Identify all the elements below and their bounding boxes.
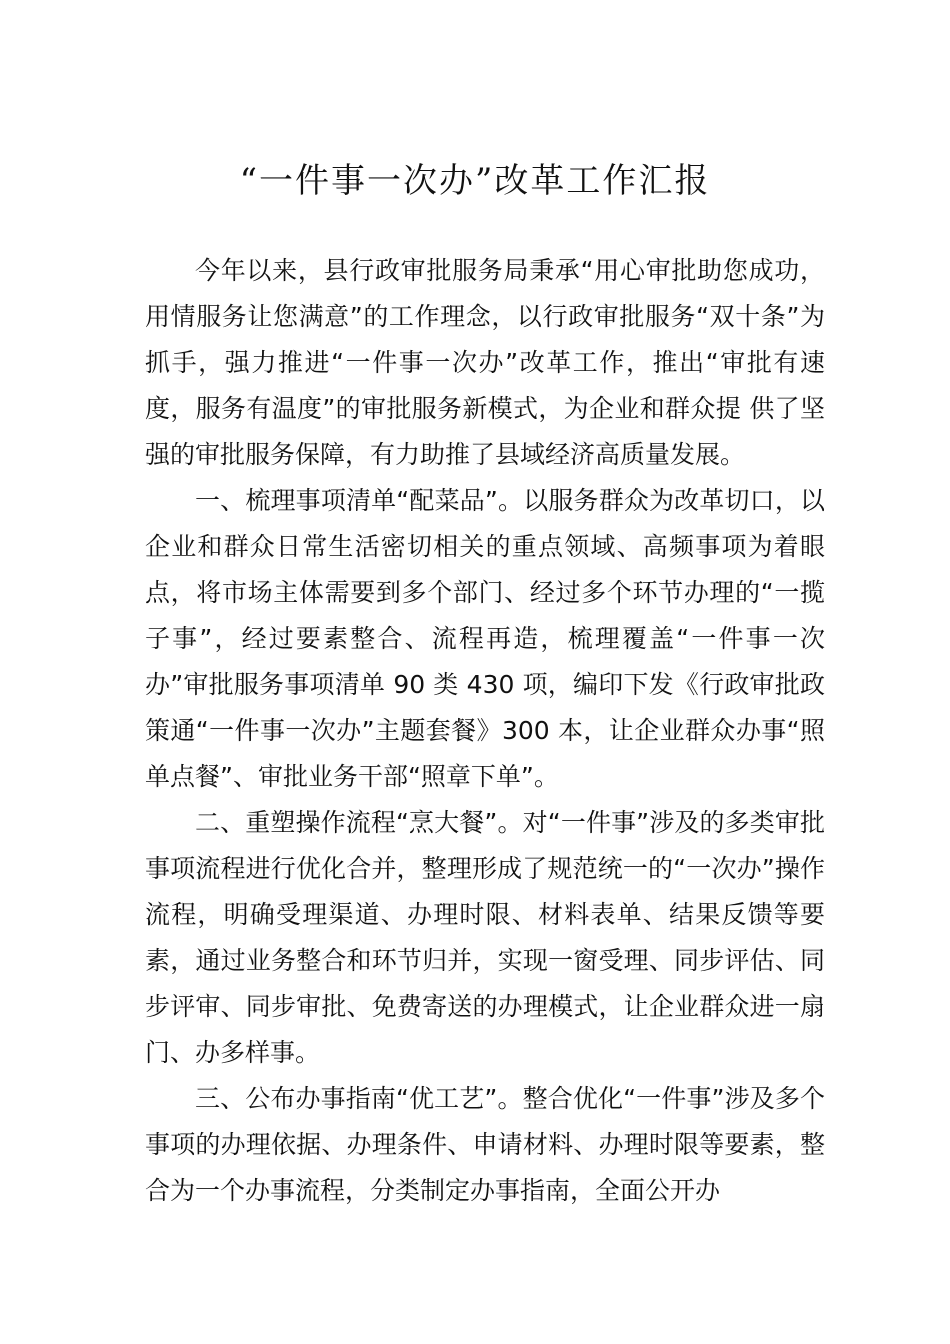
paragraph-section-2: 二、重塑操作流程“烹大餐”。对“一件事”涉及的多类审批事项流程进行优化合并，整理形成了规范统一的“一次办”操作流程，明确受理渠道、办理时限、材料表单、结果反馈等要素，通过业务整合和环节归并，实现一窗受理、同步评估、同步评审、同步审批、免费寄送的办理模式，让企业群众进一扇门、办多样事。 [145,808,825,1067]
document-title: “一件事一次办”改革工作汇报 [239,161,711,201]
document-body [145,248,825,1214]
paragraph-intro: 今年以来，县行政审批服务局秉承“用心审批助您成功，用情服务让您满意”的工作理念，以行政审批服务“双十条”为抓手，强力推进“一件事一次办”改革工作，推出“审批有速度，服务有温度”的审批服务新模式，为企业和群众提 供了坚强的审批服务保障，有力助推了县域经济高质量发展。 [145,256,825,469]
paragraph-section-1: 一、梳理事项清单“配菜品”。以服务群众为改革切口，以企业和群众日常生活密切相关的重点领域、高频事项为着眼点，将市场主体需要到多个部门、经过多个环节办理的“一揽子事”，经过要素整合、流程再造，梳理覆盖“一件事一次办”审批服务事项清单 90 类 430 项，编印下发《行政审批政策通“一件事一次办”主题套餐》300 本，让企业群众办事“照单点餐”、审批业务干部“照章下单”。 [145,486,825,791]
paragraph-section-3: 三、公布办事指南“优工艺”。整合优化“一件事”涉及多个事项的办理依据、办理条件、申请材料、办理时限等要素，整合为一个办事流程，分类制定办事指南，全面公开办 [145,1084,825,1205]
